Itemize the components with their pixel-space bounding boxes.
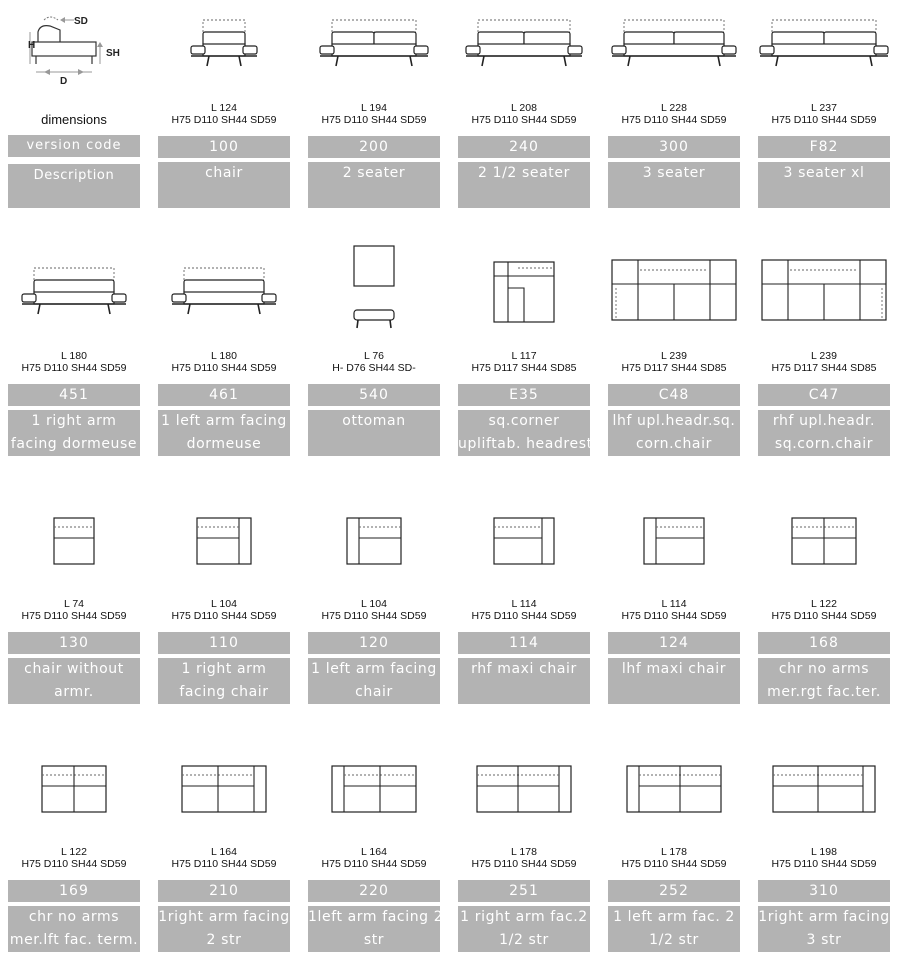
- description-line: upliftab. headrest: [458, 436, 593, 452]
- description-line: 1 left arm fac. 2: [613, 909, 735, 925]
- length-dimension: L 74: [63, 598, 85, 610]
- length-dimension: L 164: [211, 846, 237, 858]
- version-code: 310: [758, 880, 890, 902]
- description: [8, 410, 140, 456]
- description-line: armr.: [54, 684, 94, 700]
- left-terminal-chair-icon: [8, 754, 140, 824]
- description-line: 2 str: [206, 932, 242, 948]
- product-cell: [308, 506, 440, 706]
- description: [608, 658, 740, 704]
- version-code: 100: [158, 136, 290, 158]
- right-arm-2-half-seater-icon: [458, 754, 590, 824]
- description-line: 1left arm facing 2: [308, 909, 444, 925]
- version-code: 252: [608, 880, 740, 902]
- right-arm-dormeuse-icon: [8, 258, 140, 328]
- right-terminal-chair-icon: [758, 506, 890, 576]
- other-dimensions: H75 D110 SH44 SD59: [471, 114, 577, 126]
- description: [458, 410, 593, 456]
- product-cell: [758, 10, 890, 210]
- description-line: 1/2 str: [499, 932, 549, 948]
- description-line: 1 left arm facing: [311, 661, 437, 677]
- description-line: 3 str: [806, 932, 842, 948]
- version-code: 300: [608, 136, 740, 158]
- length-dimension: L 114: [511, 598, 537, 610]
- other-dimensions: H75 D110 SH44 SD59: [321, 858, 427, 870]
- version-code: C48: [608, 384, 740, 406]
- length-dimension: L 239: [661, 350, 687, 362]
- description-line: sq.corn.chair: [774, 436, 874, 452]
- description: [308, 162, 440, 208]
- left-arm-chair-icon: [308, 506, 440, 576]
- square-corner-icon: [458, 258, 590, 328]
- length-dimension: L 237: [811, 102, 837, 114]
- rhf-maxi-chair-icon: [458, 506, 590, 576]
- version-code: 168: [758, 632, 890, 654]
- product-cell: [608, 10, 740, 210]
- legend-d-label: D: [60, 76, 68, 87]
- description: [758, 906, 890, 952]
- description-line: chair: [205, 165, 243, 181]
- version-code: 210: [158, 880, 290, 902]
- product-cell: [608, 258, 740, 458]
- other-dimensions: H75 D110 SH44 SD59: [771, 858, 877, 870]
- product-cell: [608, 506, 740, 706]
- description-line: 2 1/2 seater: [478, 165, 570, 181]
- legend-column: [8, 0, 140, 210]
- right-arm-2-seater-icon: [158, 754, 290, 824]
- product-cell: [158, 10, 290, 210]
- legend-sh-label: SH: [106, 48, 120, 59]
- version-code: 120: [308, 632, 440, 654]
- description-line: 3 seater: [642, 165, 706, 181]
- description-line: lhf upl.headr.sq.: [612, 413, 736, 429]
- description-line: mer.rgt fac.ter.: [767, 684, 881, 700]
- description-line: sq.corner: [488, 413, 560, 429]
- 2-half-seater-sofa-icon: [458, 10, 590, 80]
- description: [158, 162, 290, 208]
- rhf-corner-chair-icon: [758, 258, 890, 328]
- other-dimensions: H75 D110 SH44 SD59: [471, 610, 577, 622]
- product-cell: [758, 754, 890, 954]
- product-cell: [158, 506, 290, 706]
- armless-chair-icon: [8, 506, 140, 576]
- product-cell: [158, 258, 290, 458]
- left-arm-2-half-seater-icon: [608, 754, 740, 824]
- legend-h-label: H: [28, 40, 36, 51]
- product-cell: [458, 506, 590, 706]
- product-cell: [758, 506, 890, 706]
- dimensions-label: dimensions: [41, 112, 107, 127]
- description-line: corn.chair: [636, 436, 712, 452]
- version-code-label: version code: [8, 135, 140, 157]
- length-dimension: L 164: [361, 846, 387, 858]
- version-code: F82: [758, 136, 890, 158]
- left-arm-2-seater-icon: [308, 754, 440, 824]
- description-line: chr no arms: [778, 661, 870, 677]
- description: [308, 410, 440, 456]
- description: [458, 658, 590, 704]
- product-cell: [8, 258, 140, 458]
- description-line: 1 right arm: [181, 661, 267, 677]
- description: [158, 658, 290, 704]
- description: [8, 906, 140, 952]
- product-cell: [758, 258, 890, 458]
- 2-seater-sofa-icon: [308, 10, 440, 80]
- description-line: rhf maxi chair: [471, 661, 577, 677]
- other-dimensions: H75 D110 SH44 SD59: [771, 610, 877, 622]
- length-dimension: L 228: [661, 102, 687, 114]
- description-line: facing dormeuse: [10, 436, 138, 452]
- product-cell: [308, 258, 440, 458]
- version-code: 251: [458, 880, 590, 902]
- length-dimension: L 180: [61, 350, 87, 362]
- version-code: 200: [308, 136, 440, 158]
- lhf-maxi-chair-icon: [608, 506, 740, 576]
- description: [608, 906, 740, 952]
- 3-seater-sofa-icon: [608, 10, 740, 80]
- description: [158, 906, 290, 952]
- other-dimensions: H75 D110 SH44 SD59: [171, 362, 277, 374]
- length-dimension: L 208: [511, 102, 537, 114]
- version-code: 451: [8, 384, 140, 406]
- product-cell: [458, 754, 590, 954]
- product-cell: [308, 754, 444, 954]
- description-line: 1 right arm: [31, 413, 117, 429]
- length-dimension: L 239: [811, 350, 837, 362]
- description-line: chr no arms: [28, 909, 120, 925]
- description: [608, 410, 740, 456]
- length-dimension: L 117: [511, 350, 537, 362]
- 3-seater-xl-sofa-icon: [758, 10, 890, 80]
- length-dimension: L 178: [511, 846, 537, 858]
- product-cell: [458, 258, 593, 458]
- description-line: ottoman: [342, 413, 406, 429]
- description: [608, 162, 740, 208]
- other-dimensions: H75 D117 SH44 SD85: [621, 362, 727, 374]
- version-code: 169: [8, 880, 140, 902]
- other-dimensions: H75 D110 SH44 SD59: [21, 858, 127, 870]
- other-dimensions: H75 D110 SH44 SD59: [771, 114, 877, 126]
- product-cell: [8, 506, 140, 706]
- product-cell: [308, 10, 440, 210]
- description-label: Description: [8, 164, 140, 208]
- length-dimension: L 104: [361, 598, 387, 610]
- length-dimension: L 198: [811, 846, 837, 858]
- description-line: 1/2 str: [649, 932, 699, 948]
- other-dimensions: H75 D110 SH44 SD59: [621, 114, 727, 126]
- description: [758, 162, 890, 208]
- other-dimensions: H75 D110 SH44 SD59: [621, 858, 727, 870]
- version-code: C47: [758, 384, 890, 406]
- description: [308, 658, 440, 704]
- other-dimensions: H- D76 SH44 SD-: [332, 362, 416, 374]
- chair-icon: [158, 10, 290, 80]
- description: [158, 410, 290, 456]
- length-dimension: L 76: [363, 350, 385, 362]
- version-code: 110: [158, 632, 290, 654]
- other-dimensions: H75 D110 SH44 SD59: [621, 610, 727, 622]
- description-line: rhf upl.headr.: [772, 413, 876, 429]
- version-code: E35: [458, 384, 590, 406]
- description-line: dormeuse: [186, 436, 262, 452]
- description-line: chair: [355, 684, 393, 700]
- legend-sd-label: SD: [74, 16, 88, 27]
- other-dimensions: H75 D117 SH44 SD85: [471, 362, 577, 374]
- description-line: str: [363, 932, 385, 948]
- product-cell: [608, 754, 740, 954]
- description-line: 3 seater xl: [783, 165, 865, 181]
- other-dimensions: H75 D110 SH44 SD59: [471, 858, 577, 870]
- length-dimension: L 104: [211, 598, 237, 610]
- length-dimension: L 178: [661, 846, 687, 858]
- version-code: 220: [308, 880, 440, 902]
- left-arm-dormeuse-icon: [158, 258, 290, 328]
- description: [458, 162, 590, 208]
- other-dimensions: H75 D117 SH44 SD85: [771, 362, 877, 374]
- description: [758, 658, 890, 704]
- product-cell: [458, 10, 590, 210]
- description: [458, 906, 590, 952]
- description: [758, 410, 890, 456]
- description-line: 2 seater: [342, 165, 406, 181]
- other-dimensions: H75 D110 SH44 SD59: [171, 114, 277, 126]
- version-code: 240: [458, 136, 590, 158]
- dimension-legend-icon: [28, 10, 130, 87]
- other-dimensions: H75 D110 SH44 SD59: [321, 114, 427, 126]
- version-code: 540: [308, 384, 440, 406]
- other-dimensions: H75 D110 SH44 SD59: [171, 858, 277, 870]
- version-code: 461: [158, 384, 290, 406]
- description-line: 1 left arm facing: [161, 413, 287, 429]
- product-cell: [158, 754, 290, 954]
- description-line: 1right arm facing: [758, 909, 890, 925]
- length-dimension: L 122: [61, 846, 87, 858]
- version-code: 130: [8, 632, 140, 654]
- lhf-corner-chair-icon: [608, 258, 740, 328]
- description-line: mer.lft fac. term.: [9, 932, 139, 948]
- version-code: 114: [458, 632, 590, 654]
- version-code: 124: [608, 632, 740, 654]
- product-cell: [8, 754, 140, 954]
- length-dimension: L 194: [361, 102, 387, 114]
- description-line: 1right arm facing: [158, 909, 290, 925]
- description-line: 1 right arm fac.2: [460, 909, 588, 925]
- length-dimension: L 114: [661, 598, 687, 610]
- description: [8, 658, 140, 704]
- description: [308, 906, 444, 952]
- description-line: lhf maxi chair: [621, 661, 727, 677]
- right-arm-3-seater-icon: [758, 754, 890, 824]
- right-arm-chair-icon: [158, 506, 290, 576]
- other-dimensions: H75 D110 SH44 SD59: [21, 362, 127, 374]
- description-line: chair without: [24, 661, 124, 677]
- length-dimension: L 122: [811, 598, 837, 610]
- ottoman-icon: [308, 258, 440, 328]
- other-dimensions: H75 D110 SH44 SD59: [21, 610, 127, 622]
- length-dimension: L 180: [211, 350, 237, 362]
- other-dimensions: H75 D110 SH44 SD59: [171, 610, 277, 622]
- description-line: facing chair: [179, 684, 269, 700]
- length-dimension: L 124: [211, 102, 237, 114]
- other-dimensions: H75 D110 SH44 SD59: [321, 610, 427, 622]
